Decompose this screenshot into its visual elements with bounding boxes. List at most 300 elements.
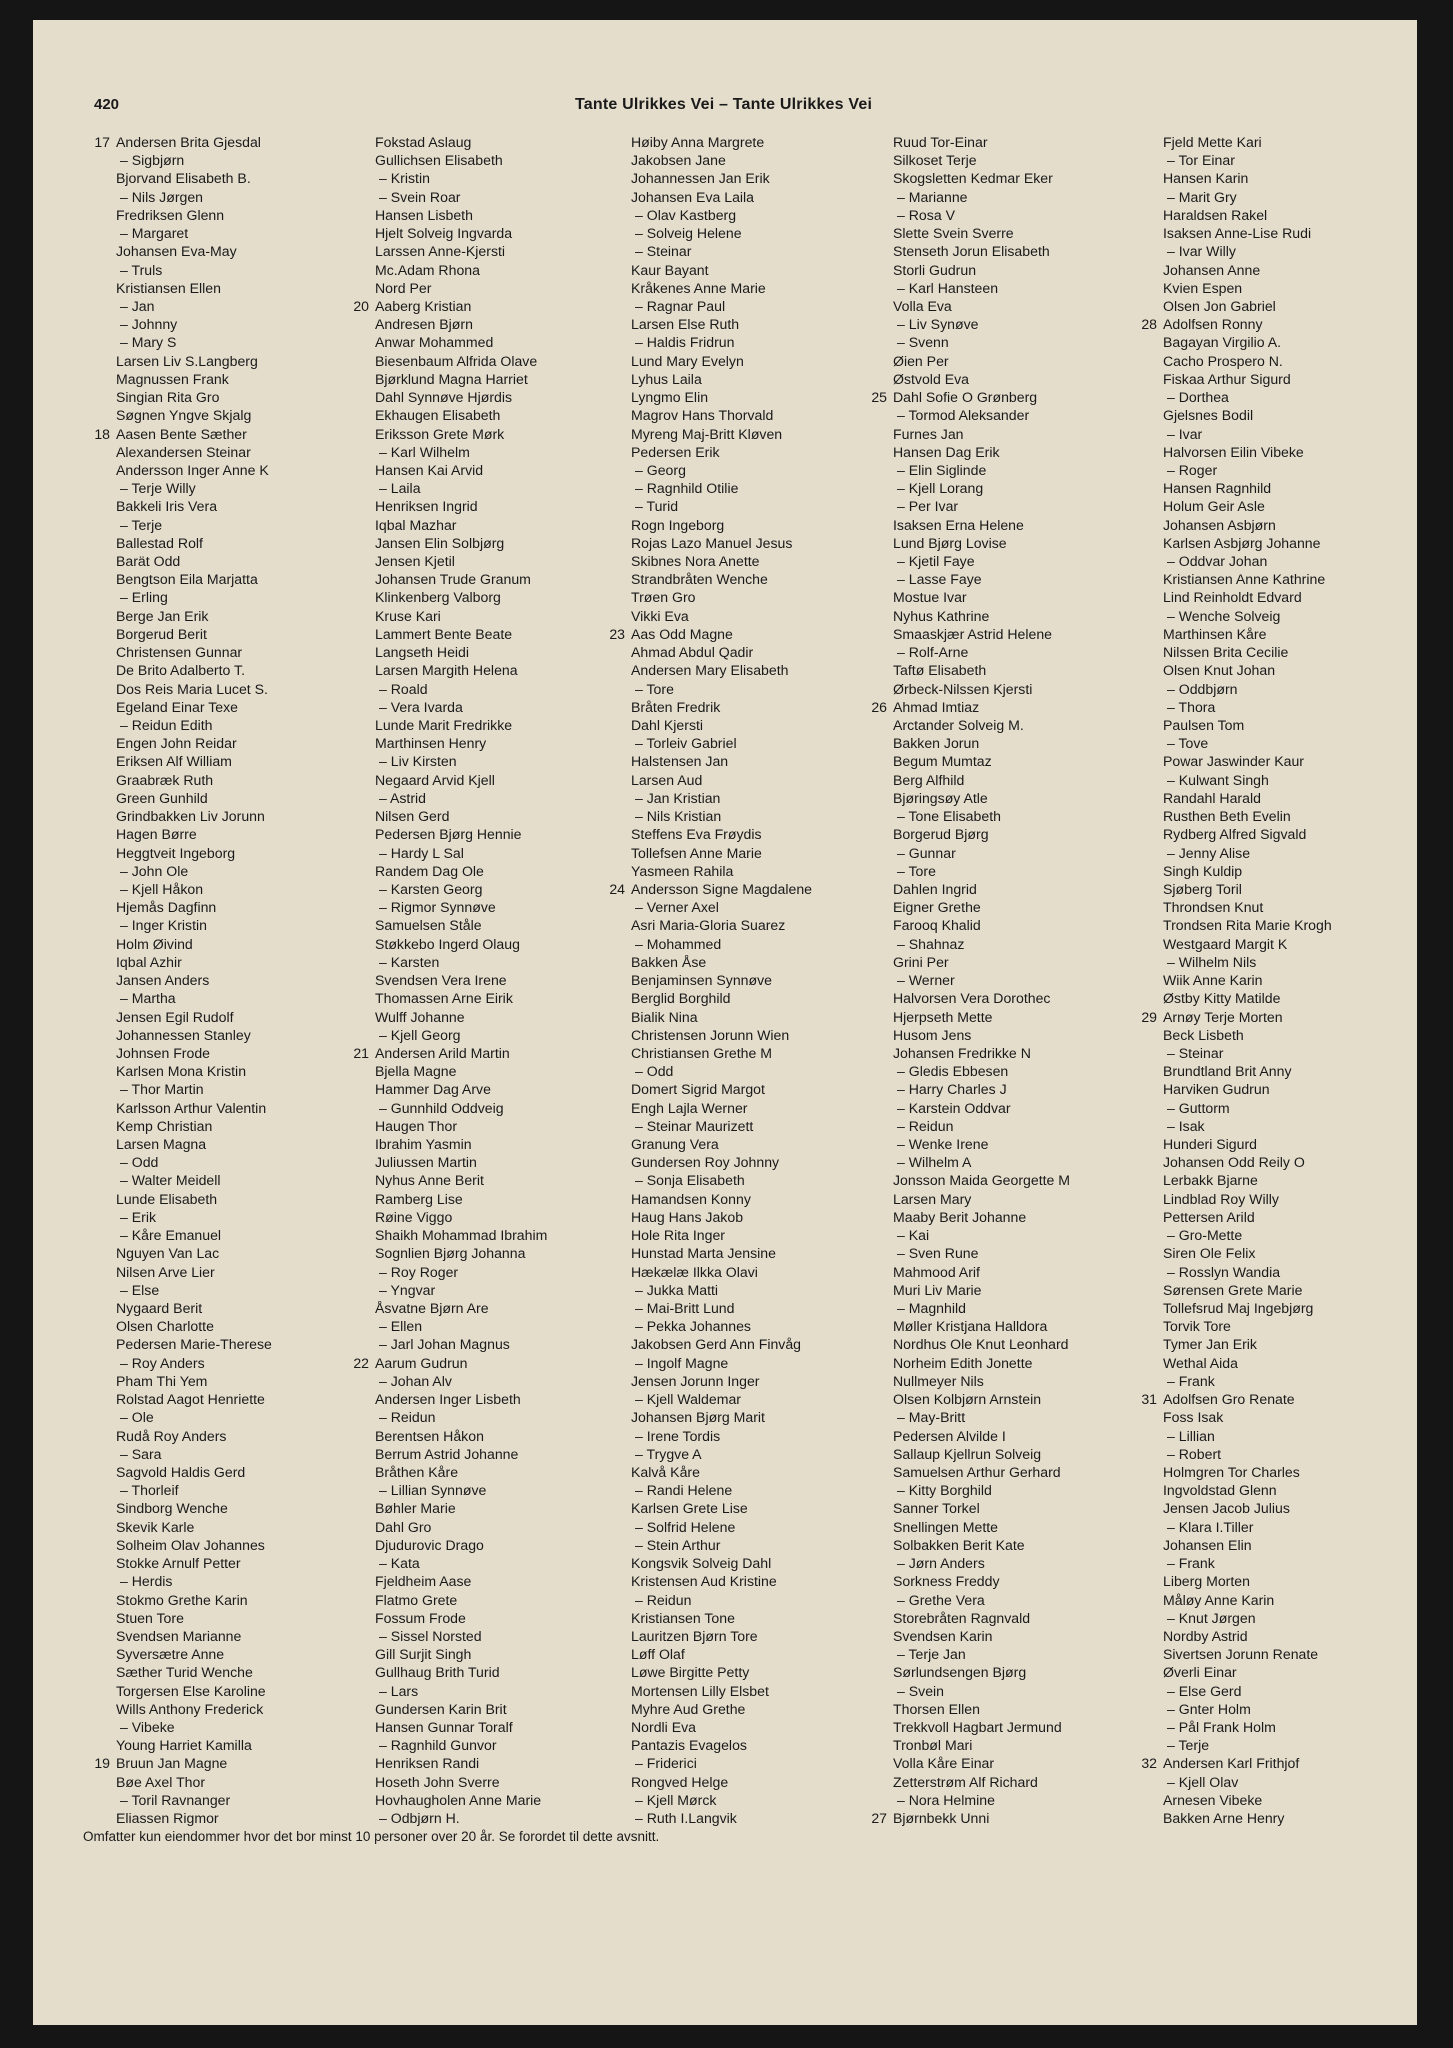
resident-name: Borgerud Berit xyxy=(116,625,207,642)
resident-name: – Georg xyxy=(635,461,686,478)
resident-entry xyxy=(893,1244,1165,1262)
resident-entry xyxy=(631,1062,903,1080)
resident-name: – Inger Kristin xyxy=(120,917,207,934)
resident-name: Dos Reis Maria Lucet S. xyxy=(116,680,268,697)
house-number-entry xyxy=(871,698,1165,716)
resident-name: Nordli Eva xyxy=(631,1719,697,1736)
resident-name: – Robert xyxy=(1167,1445,1222,1462)
resident-name: Sallaup Kjellrun Solveig xyxy=(893,1445,1042,1462)
resident-name: Kristensen Aud Kristine xyxy=(631,1573,777,1590)
resident-entry xyxy=(893,1171,1165,1189)
resident-name: Mostue Ivar xyxy=(893,589,967,606)
resident-entry xyxy=(375,1190,647,1208)
resident-name: Larsen Else Ruth xyxy=(631,316,740,333)
resident-name: Hammer Dag Arve xyxy=(375,1081,491,1098)
resident-name: – Trygve A xyxy=(635,1445,702,1462)
resident-name: Hole Rita Inger xyxy=(631,1227,726,1244)
resident-name: – Svein Roar xyxy=(379,188,461,205)
resident-name: – Ivar Willy xyxy=(1167,243,1236,260)
house-number: 20 xyxy=(353,297,369,314)
resident-entry xyxy=(375,1062,647,1080)
resident-name: – Pekka Johannes xyxy=(635,1318,751,1335)
resident-entry xyxy=(116,825,388,843)
resident-name: – Ole xyxy=(120,1409,154,1426)
resident-name: Karlsen Mona Kristin xyxy=(116,1063,247,1080)
resident-entry xyxy=(631,989,903,1007)
resident-name: Andersson Signe Magdalene xyxy=(631,880,812,897)
resident-name: Løwe Birgitte Petty xyxy=(631,1664,750,1681)
resident-name: Ballestad Rolf xyxy=(116,534,203,551)
resident-entry xyxy=(1163,1536,1435,1554)
resident-name: Engh Lajla Werner xyxy=(631,1099,748,1116)
resident-name: – Sissel Norsted xyxy=(379,1627,482,1644)
resident-entry xyxy=(116,1044,388,1062)
resident-entry xyxy=(375,242,647,260)
resident-name: – Svein xyxy=(897,1682,945,1699)
resident-name: Pantazis Evagelos xyxy=(631,1737,747,1754)
resident-name: Dahl Kjersti xyxy=(631,717,704,733)
resident-name: Ahmad Abdul Qadir xyxy=(631,644,754,661)
resident-name: – Nils Jørgen xyxy=(120,188,204,205)
resident-entry xyxy=(631,297,903,315)
resident-entry xyxy=(893,989,1165,1007)
resident-name: Sørensen Grete Marie xyxy=(1163,1281,1303,1298)
resident-name: Lauritzen Bjørn Tore xyxy=(631,1627,758,1644)
resident-name: Husom Jens xyxy=(893,1026,972,1043)
resident-name: Åsvatne Bjørn Are xyxy=(375,1300,489,1316)
resident-entry xyxy=(631,1153,903,1171)
resident-entry xyxy=(375,1408,647,1426)
resident-name: – May-Britt xyxy=(897,1409,966,1426)
resident-name: – Else Gerd xyxy=(1167,1682,1242,1699)
resident-entry xyxy=(631,1645,903,1663)
resident-entry xyxy=(375,169,647,187)
resident-entry xyxy=(893,188,1165,206)
resident-name: Trondsen Rita Marie Krogh xyxy=(1163,917,1332,934)
resident-entry xyxy=(893,1645,1165,1663)
resident-name: Fredriksen Glenn xyxy=(116,206,225,223)
resident-name: Biesenbaum Alfrida Olave xyxy=(375,352,538,369)
resident-entry xyxy=(893,1445,1165,1463)
resident-name: Svendsen Marianne xyxy=(116,1627,242,1644)
resident-entry xyxy=(116,1682,388,1700)
resident-name: Eriksson Grete Mørk xyxy=(375,425,505,442)
resident-entry xyxy=(375,1463,647,1481)
resident-entry xyxy=(375,370,647,388)
resident-entry xyxy=(116,1554,388,1572)
resident-entry xyxy=(1163,607,1435,625)
resident-name: – Rosa V xyxy=(897,206,955,223)
resident-entry xyxy=(375,1481,647,1499)
resident-name: Nilsen Arve Lier xyxy=(116,1263,215,1280)
resident-name: – Kulwant Singh xyxy=(1167,771,1269,788)
resident-entry xyxy=(631,607,903,625)
resident-name: Bråthen Kåre xyxy=(375,1463,459,1480)
resident-name: – Reidun xyxy=(897,1117,954,1134)
house-number-entry xyxy=(609,625,903,643)
resident-name: – Torleiv Gabriel xyxy=(635,735,737,752)
resident-entry xyxy=(1163,588,1435,606)
resident-entry xyxy=(631,1026,903,1044)
resident-name: Ibrahim Yasmin xyxy=(375,1136,472,1153)
resident-name: – Ruth I.Langvik xyxy=(635,1810,737,1827)
resident-name: Andresen Bjørn xyxy=(375,316,473,333)
resident-name: – Johnny xyxy=(120,316,178,333)
resident-name: Kruse Kari xyxy=(375,607,441,624)
resident-name: Young Harriet Kamilla xyxy=(116,1737,252,1754)
resident-name: Olsen Kolbjørn Arnstein xyxy=(893,1391,1042,1408)
resident-entry xyxy=(116,1591,388,1609)
resident-name: Kemp Christian xyxy=(116,1117,213,1134)
resident-entry xyxy=(375,643,647,661)
resident-entry xyxy=(631,479,903,497)
resident-entry xyxy=(893,1263,1165,1281)
resident-name: Halvorsen Eilin Vibeke xyxy=(1163,443,1304,460)
resident-name: Fiskaa Arthur Sigurd xyxy=(1163,370,1291,387)
resident-entry xyxy=(1163,1263,1435,1281)
resident-entry xyxy=(893,1736,1165,1754)
resident-entry xyxy=(631,1754,903,1772)
resident-name: Haraldsen Rakel xyxy=(1163,206,1268,223)
resident-name: Jansen Elin Solbjørg xyxy=(375,534,505,551)
resident-name: Sjøberg Toril xyxy=(1163,880,1242,897)
resident-name: Nyhus Kathrine xyxy=(893,607,990,624)
resident-entry xyxy=(375,807,647,825)
resident-name: Pettersen Arild xyxy=(1163,1208,1255,1225)
resident-name: – Thora xyxy=(1167,698,1216,715)
resident-name: Lund Bjørg Lovise xyxy=(893,534,1007,551)
resident-name: Silkoset Terje xyxy=(893,152,977,169)
resident-entry xyxy=(893,1026,1165,1044)
resident-entry xyxy=(1163,752,1435,770)
house-number: 26 xyxy=(871,698,887,715)
resident-entry xyxy=(631,1481,903,1499)
resident-entry xyxy=(375,315,647,333)
resident-name: Hansen Lisbeth xyxy=(375,206,473,223)
resident-name: – Jan Kristian xyxy=(635,789,721,806)
resident-name: Bengtson Eila Marjatta xyxy=(116,571,258,588)
resident-name: – Kristin xyxy=(379,170,430,187)
resident-name: Kristiansen Anne Kathrine xyxy=(1163,571,1326,588)
resident-name: Bakken Åse xyxy=(631,953,707,970)
resident-name: – Thorleif xyxy=(120,1482,179,1499)
resident-entry xyxy=(631,752,903,770)
resident-entry xyxy=(375,916,647,934)
resident-entry xyxy=(116,151,388,169)
resident-name: Johansen Elin xyxy=(1163,1536,1252,1553)
resident-name: Hunstad Marta Jensine xyxy=(631,1245,776,1262)
resident-name: – Odbjørn H. xyxy=(379,1810,460,1827)
resident-name: – Truls xyxy=(120,261,163,278)
resident-name: Westgaard Margit K xyxy=(1163,935,1288,952)
resident-entry xyxy=(375,188,647,206)
resident-entry xyxy=(893,1591,1165,1609)
resident-name: – Solveig Helene xyxy=(635,225,742,242)
resident-entry xyxy=(1163,169,1435,187)
resident-name: – Toril Ravnanger xyxy=(120,1791,231,1808)
resident-name: – Karstein Oddvar xyxy=(897,1099,1011,1116)
resident-name: – Ragnhild Gunvor xyxy=(379,1737,497,1754)
resident-entry xyxy=(116,1354,388,1372)
resident-entry xyxy=(375,1117,647,1135)
resident-entry xyxy=(1163,1080,1435,1098)
house-number: 17 xyxy=(94,134,110,150)
resident-name: – Werner xyxy=(897,972,955,989)
resident-name: Solbakken Berit Kate xyxy=(893,1536,1025,1553)
resident-name: Holmgren Tor Charles xyxy=(1163,1463,1300,1480)
resident-name: Christensen Jorunn Wien xyxy=(631,1026,790,1043)
column-1 xyxy=(94,133,388,1827)
resident-entry xyxy=(375,1281,647,1299)
resident-entry xyxy=(631,133,903,151)
resident-name: Lunde Marit Fredrikke xyxy=(375,717,513,733)
resident-name: Siren Ole Felix xyxy=(1163,1245,1256,1262)
resident-entry xyxy=(893,789,1165,807)
resident-entry xyxy=(116,1190,388,1208)
resident-name: – Gledis Ebbesen xyxy=(897,1063,1009,1080)
resident-name: Ruud Tor-Einar xyxy=(893,134,988,150)
resident-name: – Laila xyxy=(379,480,421,497)
resident-entry xyxy=(893,1008,1165,1026)
resident-name: – Elin Siglinde xyxy=(897,461,987,478)
resident-name: – Odd xyxy=(120,1154,159,1171)
resident-entry xyxy=(116,1663,388,1681)
resident-name: Johansen Anne xyxy=(1163,261,1261,278)
resident-name: – Wilhelm A xyxy=(897,1154,972,1171)
resident-entry xyxy=(631,1335,903,1353)
resident-entry xyxy=(1163,862,1435,880)
resident-name: Bakken Arne Henry xyxy=(1163,1810,1285,1827)
resident-entry xyxy=(893,516,1165,534)
resident-name: – Jenny Alise xyxy=(1167,844,1251,861)
resident-name: Pedersen Marie-Therese xyxy=(116,1336,272,1353)
resident-entry xyxy=(116,916,388,934)
resident-entry xyxy=(893,971,1165,989)
resident-name: – Herdis xyxy=(120,1573,173,1590)
resident-entry xyxy=(631,1299,903,1317)
house-number: 31 xyxy=(1141,1391,1157,1408)
resident-entry xyxy=(631,1700,903,1718)
resident-name: Christensen Gunnar xyxy=(116,644,243,661)
resident-name: Johansen Eva Laila xyxy=(631,188,755,205)
resident-name: Zetterstrøm Alf Richard xyxy=(893,1773,1038,1790)
resident-entry xyxy=(375,1627,647,1645)
resident-entry xyxy=(1163,1099,1435,1117)
resident-entry xyxy=(375,1008,647,1026)
resident-name: Halstensen Jan xyxy=(631,753,729,770)
resident-name: – Friderici xyxy=(635,1755,697,1772)
resident-entry xyxy=(893,1099,1165,1117)
resident-entry xyxy=(1163,1135,1435,1153)
resident-entry xyxy=(631,825,903,843)
resident-name: – Astrid xyxy=(379,789,427,806)
resident-name: – Turid xyxy=(635,498,679,515)
resident-name: Johansen Odd Reily O xyxy=(1163,1154,1305,1171)
resident-name: Adolfsen Ronny xyxy=(1163,316,1263,333)
resident-entry xyxy=(893,1335,1165,1353)
resident-entry xyxy=(375,607,647,625)
resident-name: Møller Kristjana Halldora xyxy=(893,1318,1048,1335)
resident-entry xyxy=(893,1062,1165,1080)
house-number-entry xyxy=(1141,1008,1435,1026)
resident-entry xyxy=(893,279,1165,297)
resident-name: Hunderi Sigurd xyxy=(1163,1136,1258,1153)
resident-name: – Kjell Georg xyxy=(379,1026,461,1043)
resident-entry xyxy=(1163,698,1435,716)
resident-entry xyxy=(375,461,647,479)
resident-entry xyxy=(1163,1408,1435,1426)
resident-name: – Frank xyxy=(1167,1372,1215,1389)
resident-entry xyxy=(893,1044,1165,1062)
resident-name: Granung Vera xyxy=(631,1136,719,1153)
resident-entry xyxy=(631,1171,903,1189)
resident-name: Kråkenes Anne Marie xyxy=(631,279,766,296)
resident-name: – Kitty Borghild xyxy=(897,1482,992,1499)
resident-entry xyxy=(1163,789,1435,807)
resident-entry xyxy=(893,352,1165,370)
resident-name: Bøhler Marie xyxy=(375,1500,456,1517)
resident-entry xyxy=(375,1208,647,1226)
resident-name: Torvik Tore xyxy=(1163,1318,1231,1335)
running-title: Tante Ulrikkes Vei – Tante Ulrikkes Vei xyxy=(575,96,873,113)
resident-entry xyxy=(375,1499,647,1517)
resident-name: – Grethe Vera xyxy=(897,1591,985,1608)
resident-entry xyxy=(631,1263,903,1281)
resident-name: – Knut Jørgen xyxy=(1167,1609,1256,1626)
resident-entry xyxy=(1163,1062,1435,1080)
resident-entry xyxy=(1163,1044,1435,1062)
resident-entry xyxy=(893,1408,1165,1426)
house-number: 28 xyxy=(1141,316,1157,333)
resident-name: – Kata xyxy=(379,1555,420,1572)
resident-name: – Sara xyxy=(120,1445,162,1462)
resident-name: Borgerud Bjørg xyxy=(893,826,989,843)
resident-entry xyxy=(116,1372,388,1390)
resident-entry xyxy=(893,1773,1165,1791)
resident-name: Svendsen Karin xyxy=(893,1627,993,1644)
resident-name: Haug Hans Jakob xyxy=(631,1208,744,1225)
resident-entry xyxy=(631,734,903,752)
house-number: 24 xyxy=(609,880,625,897)
resident-entry xyxy=(631,1190,903,1208)
resident-name: – Kjell Lorang xyxy=(897,480,984,497)
resident-entry xyxy=(375,333,647,351)
resident-entry xyxy=(631,1008,903,1026)
resident-name: Hansen Karin xyxy=(1163,170,1249,187)
resident-entry xyxy=(375,1317,647,1335)
resident-name: – Johan Alv xyxy=(379,1372,452,1389)
resident-name: Lindblad Roy Willy xyxy=(1163,1190,1279,1207)
resident-name: Halvorsen Vera Dorothec xyxy=(893,990,1051,1007)
resident-name: – Kai xyxy=(897,1227,930,1244)
resident-entry xyxy=(375,971,647,989)
resident-name: Sanner Torkel xyxy=(893,1500,980,1517)
resident-name: Pedersen Erik xyxy=(631,443,720,460)
resident-name: Arnøy Terje Morten xyxy=(1163,1008,1283,1025)
resident-name: Olsen Knut Johan xyxy=(1163,662,1276,679)
resident-entry xyxy=(375,1736,647,1754)
resident-entry xyxy=(631,935,903,953)
resident-entry xyxy=(116,315,388,333)
resident-entry xyxy=(375,1263,647,1281)
resident-entry xyxy=(375,771,647,789)
resident-name: Wethal Aida xyxy=(1163,1354,1238,1371)
resident-name: Bjørnbekk Unni xyxy=(893,1810,990,1827)
resident-name: – Steinar xyxy=(635,243,692,260)
resident-entry xyxy=(893,643,1165,661)
resident-name: Gill Surjit Singh xyxy=(375,1646,472,1663)
resident-entry xyxy=(1163,935,1435,953)
resident-entry xyxy=(116,971,388,989)
resident-name: Berrum Astrid Johanne xyxy=(375,1445,519,1462)
resident-entry xyxy=(631,953,903,971)
resident-entry xyxy=(1163,534,1435,552)
resident-name: Begum Mumtaz xyxy=(893,753,992,770)
resident-entry xyxy=(893,716,1165,734)
resident-name: Benjaminsen Synnøve xyxy=(631,972,773,989)
resident-entry xyxy=(893,1427,1165,1445)
resident-name: Fokstad Aslaug xyxy=(375,134,472,150)
resident-name: Nullmeyer Nils xyxy=(893,1372,984,1389)
resident-entry xyxy=(631,661,903,679)
resident-entry xyxy=(893,1153,1165,1171)
resident-name: Løff Olaf xyxy=(631,1646,685,1663)
resident-name: Johannessen Stanley xyxy=(116,1026,251,1043)
resident-name: – Else xyxy=(120,1281,160,1298)
resident-entry xyxy=(631,862,903,880)
resident-name: Slette Svein Sverre xyxy=(893,225,1014,242)
resident-entry xyxy=(631,1099,903,1117)
resident-name: – Reidun Edith xyxy=(120,717,213,733)
resident-entry xyxy=(631,352,903,370)
resident-name: Stuen Tore xyxy=(116,1609,184,1626)
resident-name: – Ingolf Magne xyxy=(635,1354,729,1371)
resident-name: Domert Sigrid Margot xyxy=(631,1081,765,1098)
resident-name: Dahlen Ingrid xyxy=(893,880,977,897)
resident-name: Andersen Mary Elisabeth xyxy=(631,662,789,679)
resident-name: – Ivar xyxy=(1167,425,1203,442)
resident-entry xyxy=(631,224,903,242)
resident-name: Foss Isak xyxy=(1163,1409,1224,1426)
resident-name: Larsen Aud xyxy=(631,771,703,788)
resident-entry xyxy=(1163,443,1435,461)
resident-entry xyxy=(893,479,1165,497)
resident-name: Brundtland Brit Anny xyxy=(1163,1063,1292,1080)
resident-entry xyxy=(116,206,388,224)
column-3 xyxy=(609,133,903,1827)
resident-name: Wiik Anne Karin xyxy=(1163,972,1263,989)
resident-name: Kalvå Kåre xyxy=(631,1463,700,1480)
resident-entry xyxy=(1163,1609,1435,1627)
resident-entry xyxy=(375,680,647,698)
resident-name: – Olav Kastberg xyxy=(635,206,737,223)
resident-entry xyxy=(116,169,388,187)
resident-name: Djudurovic Drago xyxy=(375,1536,484,1553)
resident-entry xyxy=(375,862,647,880)
resident-entry xyxy=(631,443,903,461)
resident-name: Solheim Olav Johannes xyxy=(116,1536,265,1553)
resident-name: – Roy Anders xyxy=(120,1354,205,1371)
resident-entry xyxy=(1163,370,1435,388)
resident-entry xyxy=(1163,643,1435,661)
resident-name: Østvold Eva xyxy=(893,370,969,387)
resident-name: Øien Per xyxy=(893,352,949,369)
resident-entry xyxy=(893,1718,1165,1736)
resident-name: – Guttorm xyxy=(1167,1099,1230,1116)
resident-entry xyxy=(631,1627,903,1645)
resident-entry xyxy=(116,1408,388,1426)
resident-entry xyxy=(631,1427,903,1445)
